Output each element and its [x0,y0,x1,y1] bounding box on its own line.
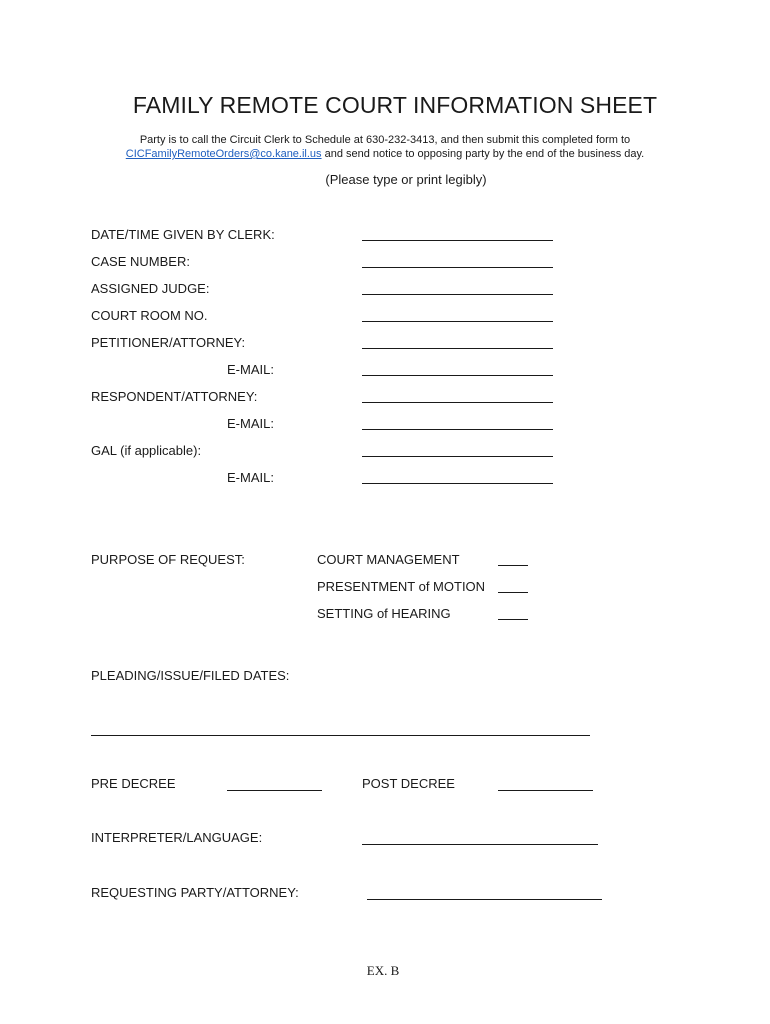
purpose-option-presentment: PRESENTMENT of MOTION [317,579,486,594]
interpreter-label: INTERPRETER/LANGUAGE: [91,830,263,845]
form-title: FAMILY REMOTE COURT INFORMATION SHEET [132,92,658,118]
post-decree-line[interactable] [498,790,593,791]
field-line-case-number[interactable] [362,267,553,268]
field-label-assigned-judge: ASSIGNED JUDGE: [91,281,210,296]
field-line-respondent[interactable] [362,402,553,403]
pre-decree-label: PRE DECREE [91,776,176,791]
field-label-petitioner-email: E-MAIL: [227,362,274,377]
field-label-gal-email: E-MAIL: [227,470,274,485]
email-link[interactable]: CICFamilyRemoteOrders@co.kane.il.us [125,148,322,160]
exhibit-label: EX. B [366,963,400,978]
pleading-line[interactable] [91,735,590,736]
requesting-party-label: REQUESTING PARTY/ATTORNEY: [91,885,299,900]
intro-line-2 [0,148,770,160]
pleading-label: PLEADING/ISSUE/FILED DATES: [91,668,290,683]
field-label-petitioner: PETITIONER/ATTORNEY: [91,335,246,350]
field-line-gal-email[interactable] [362,483,553,484]
purpose-option-setting-hearing: SETTING of HEARING [317,606,451,621]
pre-decree-line[interactable] [227,790,322,791]
field-label-gal: GAL (if applicable): [91,443,202,458]
purpose-checkline-presentment[interactable] [498,592,528,593]
post-decree-label: POST DECREE [362,776,455,791]
field-label-date-time: DATE/TIME GIVEN BY CLERK: [91,227,275,242]
purpose-option-court-management: COURT MANAGEMENT [317,552,460,567]
field-line-petitioner-email[interactable] [362,375,553,376]
purpose-label: PURPOSE OF REQUEST: [91,552,245,567]
purpose-checkline-setting-hearing[interactable] [498,619,528,620]
intro-line-1: Party is to call the Circuit Clerk to Schedule at 630-232-3413, and then submit this completed form to [139,134,631,146]
field-line-assigned-judge[interactable] [362,294,553,295]
field-line-petitioner[interactable] [362,348,553,349]
intro-line-2-text: and send notice to opposing party by the end of the business day. [321,148,645,160]
field-label-court-room: COURT ROOM NO. [91,308,208,323]
purpose-checkline-court-management[interactable] [498,565,528,566]
field-line-court-room[interactable] [362,321,553,322]
field-line-respondent-email[interactable] [362,429,553,430]
instructions-text: (Please type or print legibly) [325,172,487,187]
field-line-date-time[interactable] [362,240,553,241]
interpreter-line[interactable] [362,844,598,845]
field-line-gal[interactable] [362,456,553,457]
field-label-case-number: CASE NUMBER: [91,254,190,269]
field-label-respondent: RESPONDENT/ATTORNEY: [91,389,258,404]
requesting-party-line[interactable] [367,899,602,900]
field-label-respondent-email: E-MAIL: [227,416,274,431]
